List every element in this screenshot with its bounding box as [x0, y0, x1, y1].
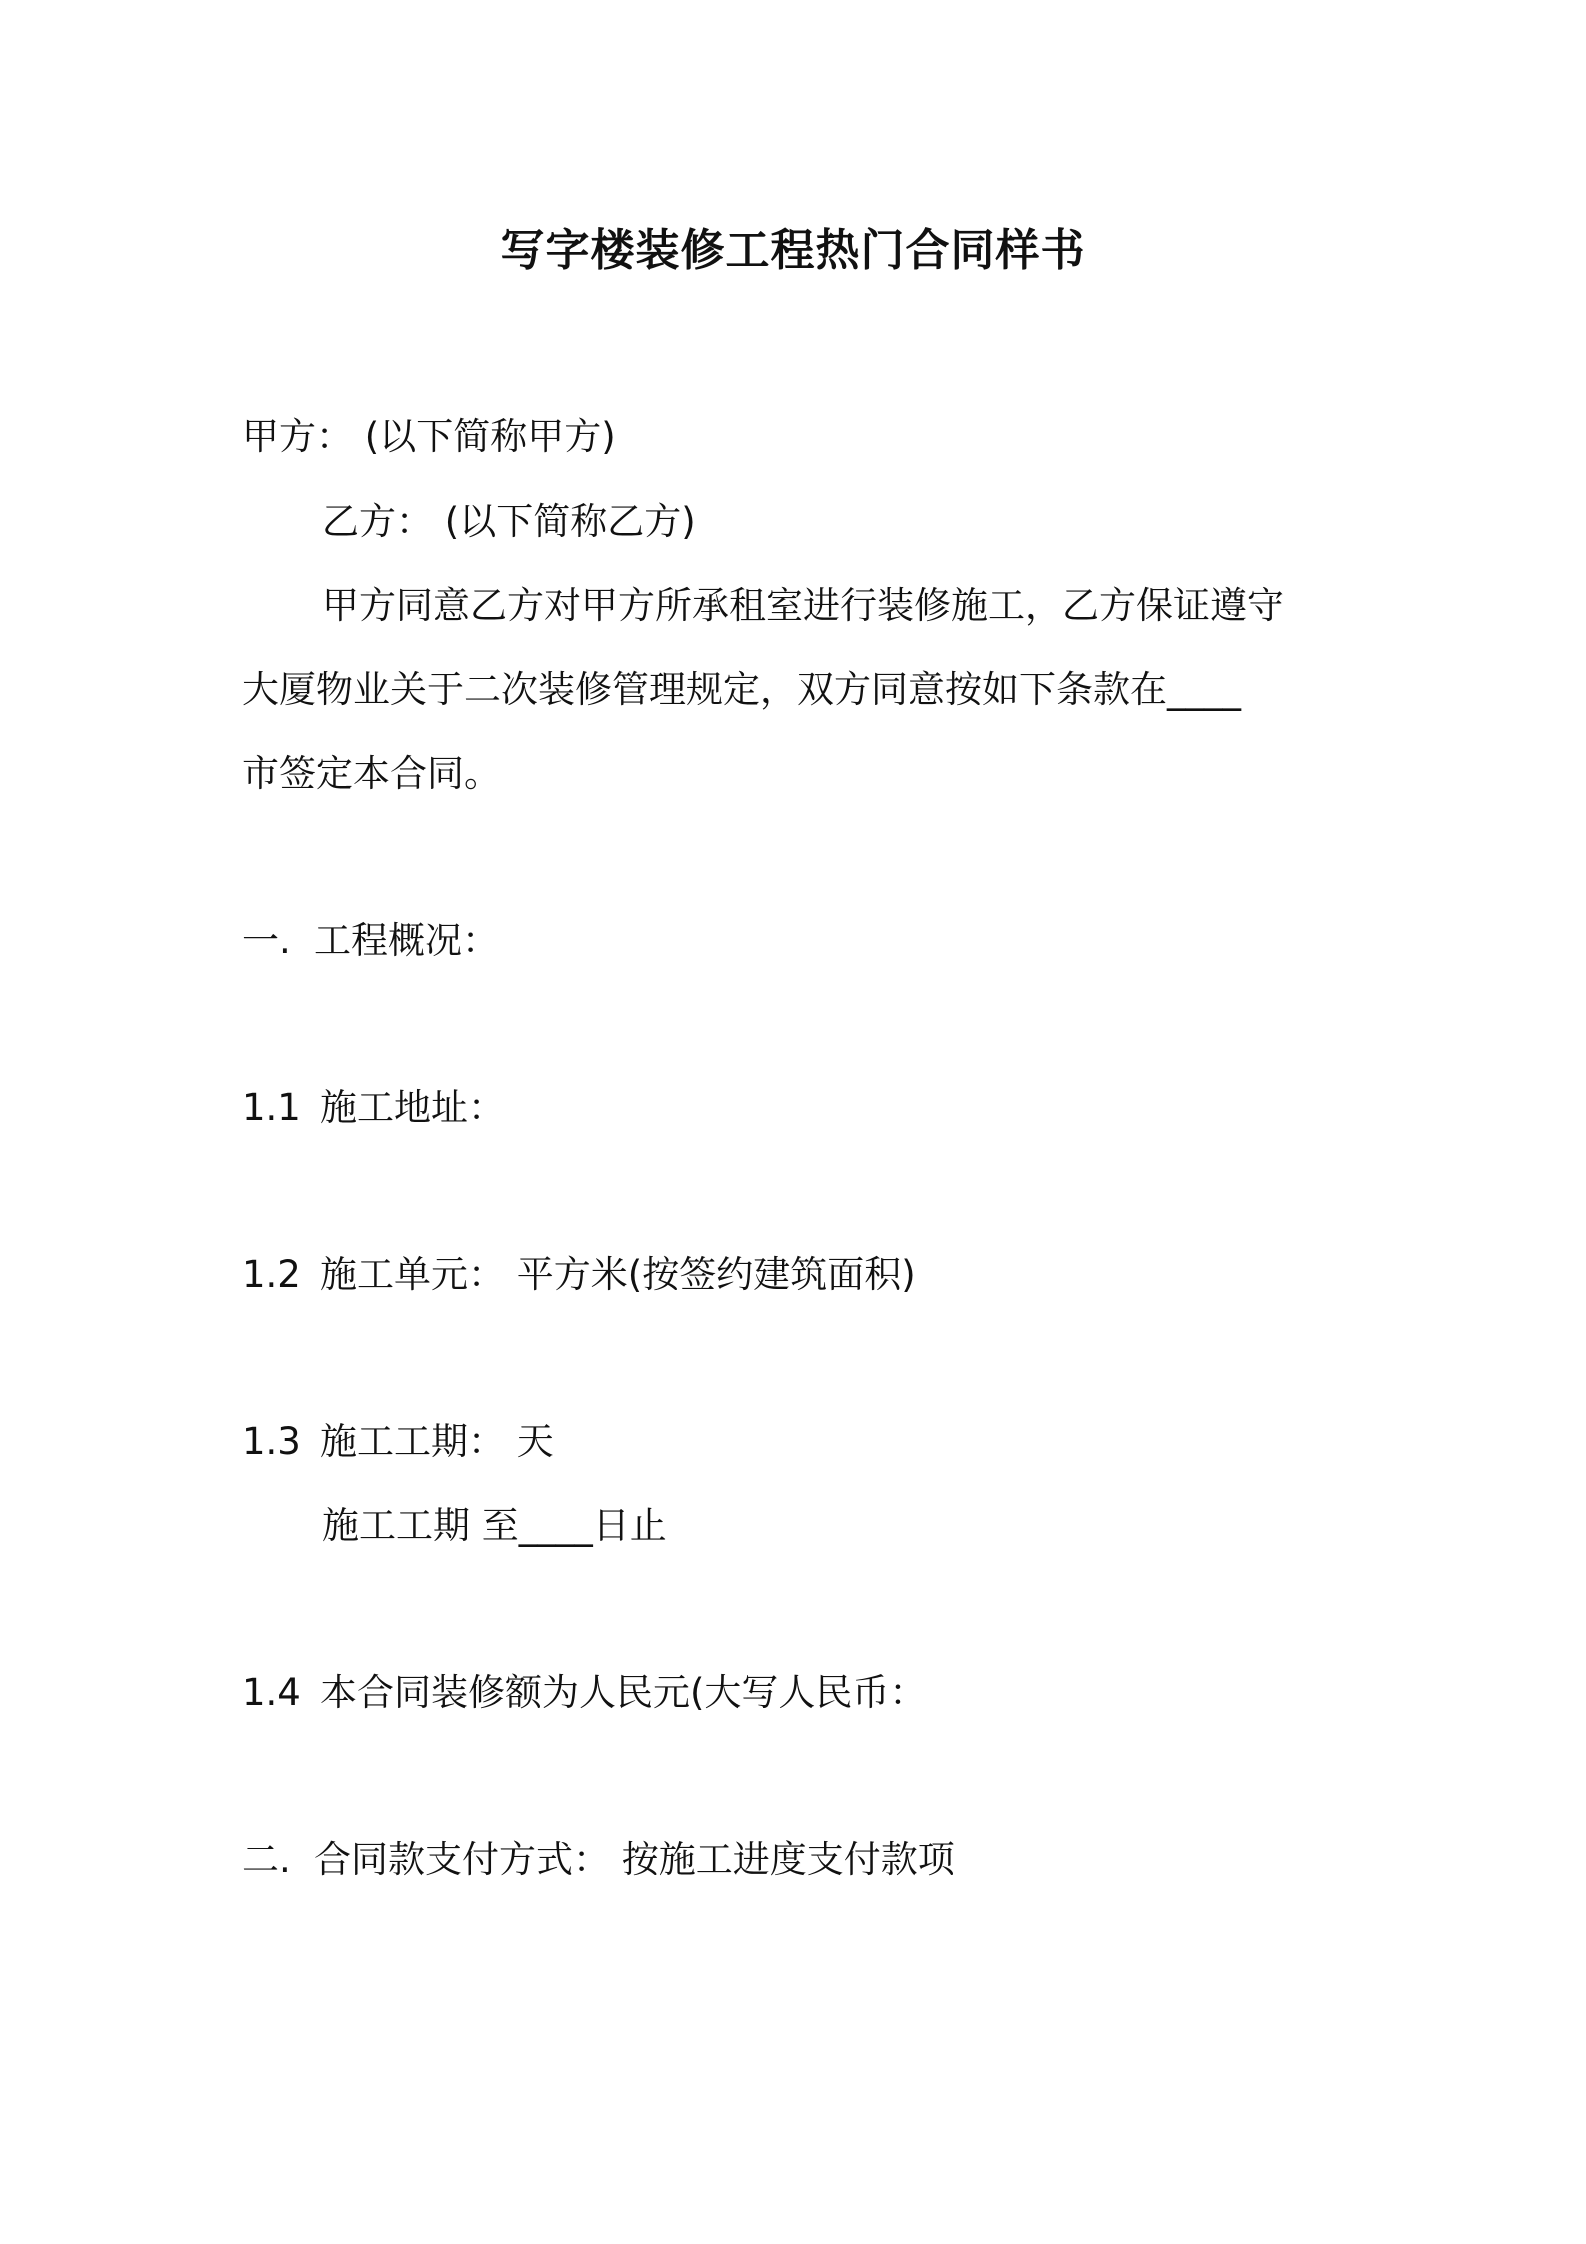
section-1-heading: [242, 919, 499, 962]
item-number: 1.2: [242, 1253, 301, 1296]
item-text: 施工工期： 天: [320, 1420, 554, 1463]
section-1-label: 工程概况：: [314, 919, 499, 962]
item-1-4: [242, 1671, 927, 1714]
section-2-number: 二.: [242, 1838, 291, 1881]
party-a-line: 甲方： (以下简称甲方): [242, 415, 616, 458]
item-text: 施工单元： 平方米(按签约建筑面积): [320, 1253, 916, 1296]
intro-line-3: 市签定本合同。: [242, 752, 501, 795]
period-line: 施工工期 至____日止: [322, 1504, 667, 1547]
section-2-heading: [242, 1838, 955, 1881]
item-text: 施工地址：: [320, 1086, 505, 1129]
intro-line-2: 大厦物业关于二次装修管理规定，双方同意按如下条款在____: [242, 668, 1241, 711]
item-text: 本合同装修额为人民元(大写人民币：: [320, 1671, 927, 1714]
item-number: 1.4: [242, 1671, 301, 1714]
party-b-line: 乙方： (以下简称乙方): [322, 500, 696, 543]
section-2-label: 合同款支付方式： 按施工进度支付款项: [314, 1838, 955, 1881]
item-1-3: [242, 1420, 554, 1463]
document-title: 写字楼装修工程热门合同样书: [500, 225, 1086, 276]
item-1-1: [242, 1086, 505, 1129]
item-number: 1.1: [242, 1086, 301, 1129]
intro-line-1: 甲方同意乙方对甲方所承租室进行装修施工，乙方保证遵守: [322, 584, 1284, 627]
section-1-number: 一.: [242, 919, 291, 962]
item-number: 1.3: [242, 1420, 301, 1463]
item-1-2: [242, 1253, 916, 1296]
